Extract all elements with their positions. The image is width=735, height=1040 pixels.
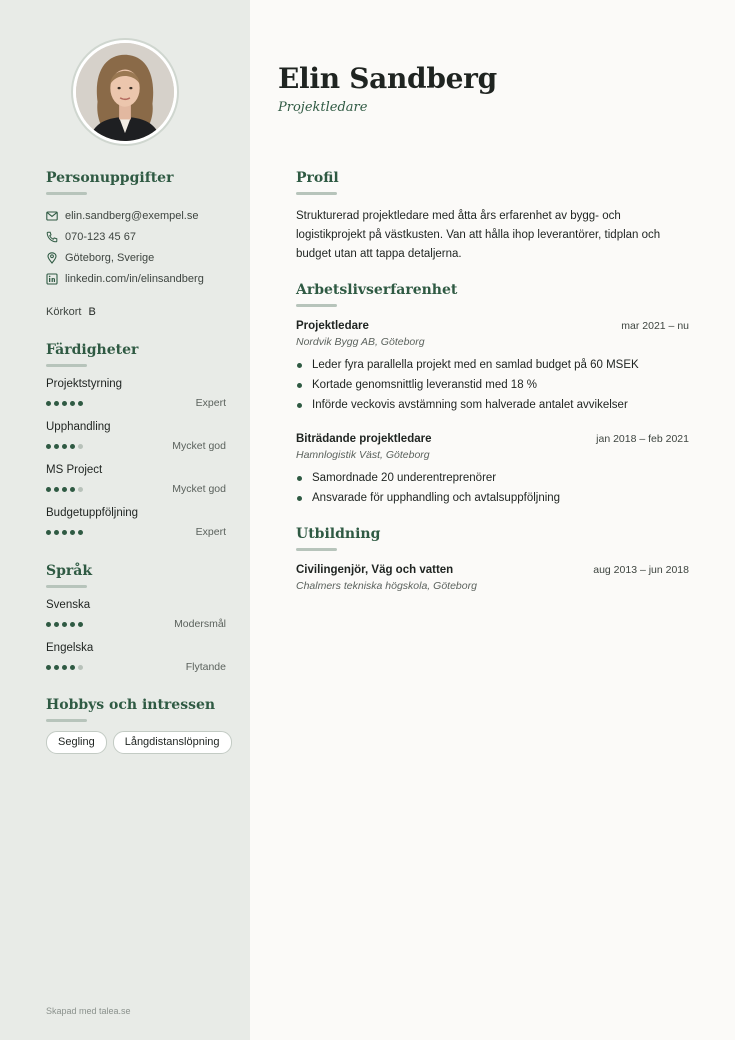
achievement-item: Samordnade 20 underentreprenörer [296, 468, 689, 488]
hobby-chip: Segling [46, 731, 107, 754]
rating-dots [46, 487, 83, 492]
rating-dots [46, 401, 83, 406]
language-item [46, 597, 226, 631]
rating-dots [46, 622, 83, 627]
skill-name: MS Project [46, 464, 103, 476]
job-entry [296, 433, 689, 508]
skills-heading: Färdigheter [46, 342, 139, 358]
language-name: Engelska [46, 642, 94, 654]
entry-organization: Nordvik Bygg AB, Göteborg [296, 336, 425, 348]
skill-name: Budgetuppföljning [46, 507, 139, 519]
phone-icon [46, 230, 65, 244]
linkedin-text: linkedin.com/in/elinsandberg [65, 272, 204, 285]
rating-dot-filled [46, 665, 51, 670]
rating-dots [46, 530, 83, 535]
rating-dot-filled [70, 401, 75, 406]
rating-dot-filled [54, 530, 59, 535]
email-icon [46, 209, 65, 223]
driving-license [46, 306, 96, 318]
rating-dot-filled [54, 401, 59, 406]
candidate-name: Elin Sandberg [278, 62, 497, 95]
entry-title: Civilingenjör, Väg och vatten [296, 564, 454, 576]
achievement-item: Ansvarade för upphandling och avtalsuppföljning [296, 488, 689, 508]
rating-dot-filled [46, 401, 51, 406]
achievement-item: Leder fyra parallella projekt med en samlad budget på 60 MSEK [296, 355, 689, 375]
heading-underline [46, 192, 87, 195]
skill-item [46, 376, 226, 410]
entry-dates: jan 2018 – feb 2021 [596, 433, 689, 445]
achievement-item: Införde veckovis avstämning som halverade antalet avvikelser [296, 395, 689, 415]
rating-row [46, 525, 226, 539]
contact-phone[interactable] [46, 226, 226, 247]
level-label: Mycket god [172, 483, 226, 495]
rating-dot-filled [70, 487, 75, 492]
contact-location [46, 247, 226, 268]
rating-dot-filled [46, 622, 51, 627]
rating-dot-filled [78, 622, 83, 627]
skill-item [46, 505, 226, 539]
rating-dot-filled [62, 444, 67, 449]
skill-name: Projektstyrning [46, 378, 123, 390]
rating-dot-filled [54, 487, 59, 492]
rating-row [46, 482, 226, 496]
skill-item [46, 462, 226, 496]
rating-dots [46, 665, 83, 670]
heading-underline [296, 192, 337, 195]
license-label: Körkort [46, 306, 82, 318]
location-pin-icon [46, 251, 65, 265]
location-text: Göteborg, Sverige [65, 251, 155, 264]
entry-dates: aug 2013 – jun 2018 [593, 564, 689, 576]
level-label: Expert [195, 397, 226, 409]
rating-dot-filled [62, 487, 67, 492]
rating-dot-empty [78, 444, 83, 449]
job-entry [296, 320, 689, 415]
rating-dot-filled [78, 530, 83, 535]
rating-dot-filled [70, 622, 75, 627]
rating-dot-filled [62, 665, 67, 670]
hobbies-heading: Hobbys och intressen [46, 697, 216, 713]
experience-section [296, 282, 689, 508]
level-label: Mycket god [172, 440, 226, 452]
rating-dot-empty [78, 487, 83, 492]
rating-dot-filled [78, 401, 83, 406]
level-label: Flytande [185, 661, 226, 673]
entry-organization: Chalmers tekniska högskola, Göteborg [296, 580, 477, 592]
entry-header [296, 564, 689, 576]
email-text: elin.sandberg@exempel.se [65, 209, 199, 222]
main-content [250, 0, 735, 1040]
heading-underline [46, 364, 87, 367]
sidebar [0, 0, 250, 1040]
entry-dates: mar 2021 – nu [621, 320, 689, 332]
entry-title: Projektledare [296, 320, 369, 332]
entry-header [296, 320, 689, 332]
heading-underline [46, 719, 87, 722]
phone-text: 070-123 45 67 [65, 230, 136, 243]
heading-underline [296, 304, 337, 307]
skill-item [46, 419, 226, 453]
rating-dot-filled [54, 622, 59, 627]
rating-dot-filled [62, 401, 67, 406]
linkedin-icon [46, 272, 65, 286]
language-item [46, 640, 226, 674]
personal-info-heading: Personuppgifter [46, 170, 174, 186]
rating-row [46, 439, 226, 453]
rating-dot-filled [46, 444, 51, 449]
skill-name: Upphandling [46, 421, 111, 433]
rating-dot-filled [54, 444, 59, 449]
contact-email[interactable] [46, 205, 226, 226]
rating-row [46, 617, 226, 631]
education-section [296, 526, 689, 592]
hobby-chip: Långdistanslöpning [113, 731, 232, 754]
rating-dot-filled [54, 665, 59, 670]
entry-header [296, 433, 689, 445]
profile-section [296, 170, 689, 264]
rating-row [46, 660, 226, 674]
languages-section [46, 563, 226, 674]
footer-credit: Skapad med talea.se [46, 1006, 131, 1016]
language-name: Svenska [46, 599, 91, 611]
education-heading: Utbildning [296, 526, 381, 542]
achievement-item: Kortade genomsnittlig leveranstid med 18 % [296, 375, 689, 395]
achievement-list [296, 355, 689, 415]
hobbies-section [46, 697, 236, 754]
profile-heading: Profil [296, 170, 339, 186]
profile-photo [71, 38, 179, 146]
personal-info-section [46, 170, 226, 289]
experience-heading: Arbetslivserfarenhet [296, 282, 458, 298]
rating-dot-filled [46, 487, 51, 492]
heading-underline [296, 548, 337, 551]
candidate-title: Projektledare [278, 100, 368, 115]
rating-dot-filled [70, 444, 75, 449]
heading-underline [46, 585, 87, 588]
profile-text: Strukturerad projektledare med åtta års erfarenhet av bygg- och logistikprojekt på västkusten. Van att hålla ihop leverantörer, tidplan och budget utan att tappa detaljerna. [296, 210, 661, 260]
rating-dot-filled [70, 665, 75, 670]
rating-dot-filled [70, 530, 75, 535]
languages-heading: Språk [46, 563, 93, 579]
achievement-list [296, 468, 689, 508]
rating-dots [46, 444, 83, 449]
license-value: B [88, 306, 96, 318]
rating-dot-filled [46, 530, 51, 535]
entry-organization: Hamnlogistik Väst, Göteborg [296, 449, 430, 461]
level-label: Expert [195, 526, 226, 538]
level-label: Modersmål [174, 618, 226, 630]
rating-dot-filled [62, 622, 67, 627]
portrait-image [76, 43, 174, 141]
rating-dot-empty [78, 665, 83, 670]
education-entry [296, 564, 689, 592]
contact-linkedin[interactable] [46, 268, 226, 289]
rating-row [46, 396, 226, 410]
rating-dot-filled [62, 530, 67, 535]
skills-section [46, 342, 226, 539]
entry-title: Biträdande projektledare [296, 433, 432, 445]
